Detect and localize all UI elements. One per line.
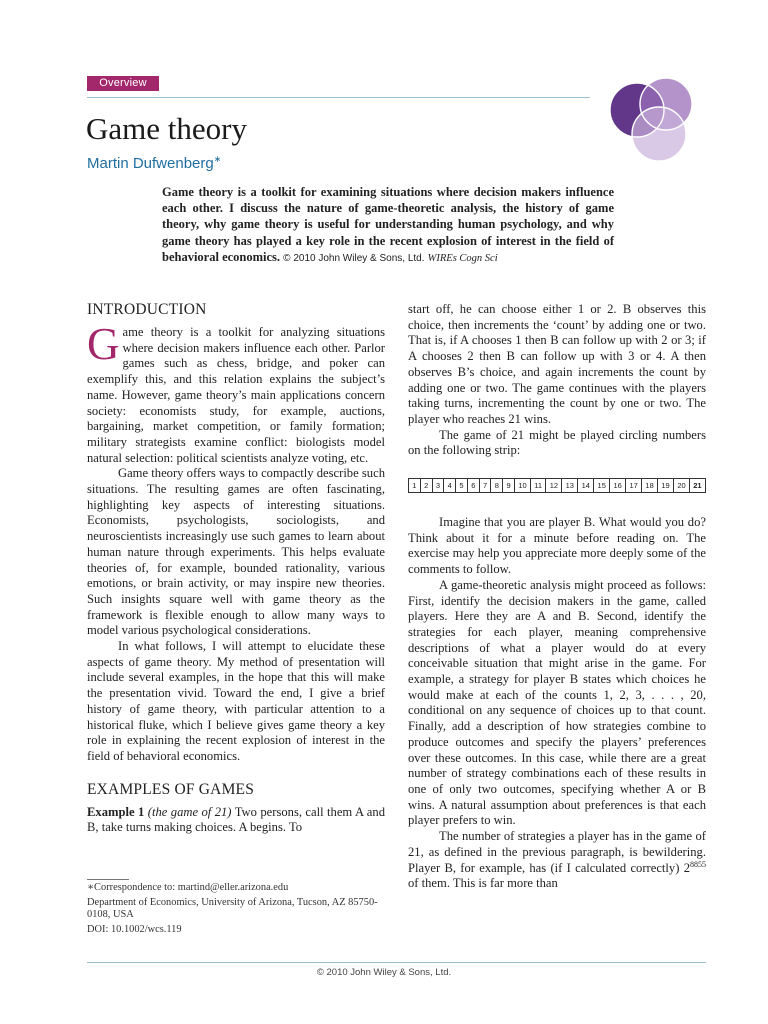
introduction-heading: INTRODUCTION [87,301,207,318]
left-column [87,300,385,836]
right-paragraph-2: The game of 21 might be played circling numbers on the following strip: [408,427,706,458]
venn-logo-icon [604,74,700,166]
header-rule [87,97,590,98]
page-title: Game theory [86,111,247,146]
example-1-paragraph [87,805,385,836]
right-paragraph-5 [408,829,706,892]
overview-tag: Overview [87,76,159,91]
strip-cell: 19 [658,479,674,492]
intro-paragraph-3: In what follows, I will attempt to elucidate these aspects of game theory. My method of presentation will include several examples, in the hope that this will make the presentation vivid. Toward the end, I give a brief history of game theory, with particular attention to a historical fluke, which I believe gives game theory a key role in explaining the recent explosion of interest in the field of behavioral economics. [87,639,385,763]
right-paragraph-1: start off, he can choose either 1 or 2. B observes this choice, then increments the ‘count’ by adding one or two. That is, if A chooses 1 then B can follow up with 2 or 3; if A chooses 2 then B can follow up with 3 or 4. A then observes B’s choice, and again increments the count by adding one or two. The game continues with the players taking turns, incrementing the count by one or two. The player who reaches 21 wins. [408,302,706,426]
author-footnote-mark: ∗ [213,154,222,164]
strip-cell: 15 [594,479,610,492]
exponent: 8855 [690,859,706,869]
intro-paragraph-2: Game theory offers ways to compactly describe such situations. The resulting games are often fascinating, highlighting key aspects of interesting situations. Economists, psychologists, sociologists, and neuroscientists increasingly use such games to learn about human nature through experiments. This helps evaluate theories of, for example, bounded rationality, various emotions, or brain activity, or may inspire new theories. Such insights square well with game theory as the framework is flexible enough to allow many ways to model various psychological considerations. [87,466,385,638]
footer-copyright: © 2010 John Wiley & Sons, Ltd. [316,967,452,978]
abstract-journal: WIREs Cogn Sci [427,252,498,264]
right-column [408,302,706,892]
strip-cell: 12 [546,479,562,492]
strip-cell: 1 [409,479,421,492]
strip-cell: 11 [531,479,546,492]
strip-cell: 4 [444,479,456,492]
author-text: Martin Dufwenberg [87,155,214,172]
strip-cell: 16 [610,479,626,492]
strip-cell: 7 [480,479,492,492]
number-strip [408,478,706,493]
examples-heading: EXAMPLES OF GAMES [87,780,255,798]
intro-paragraph-1 [87,319,385,466]
abstract-text: Game theory is a toolkit for examining situations where decision makers influence each other. I discuss the nature of game-theoretic analysis, the history of game theory, why game theory is useful for understanding human psychology, and why game theory has played a key role in the recent explosion of interest in the field of behavioral economics. [162,185,614,264]
strip-cell: 9 [503,479,515,492]
strip-cell: 17 [626,479,642,492]
intro-paragraph-1-text: ame theory is a toolkit for analyzing situations where decision makers influence each other. Parlor games such as chess, bridge, and poker can exemplify this, and this relation explains the subject’s name. However, game theory’s main applications concern society: economists study, for example, auctions, bargaining, market competition, or family formation; military strategists examine conflict: biologists model natural selection: political scientists analyze voting, etc. [87,325,385,465]
footer-rule [87,962,706,963]
abstract [162,184,614,267]
strip-cell: 2 [421,479,433,492]
right-paragraph-3: Imagine that you are player B. What would you do? Think about it for a minute before reading on. The exercise may help you appreciate more deeply some of the comments to follow. [408,515,706,577]
strip-cell: 5 [456,479,468,492]
strip-cell: 8 [491,479,503,492]
correspondence-footnote: ∗Correspondence to: martind@eller.arizona.edu [87,882,289,893]
abstract-copyright: © 2010 John Wiley & Sons, Ltd. [283,252,425,264]
author-name [87,149,221,174]
footnote-rule [87,879,129,880]
strip-cell: 14 [578,479,594,492]
right-paragraph-4: A game-theoretic analysis might proceed as follows: First, identify the decision makers in the game, called players. Here they are A and B. Second, identify the strategies for each player, meaning comprehensive descriptions of what a player would do at every conceivable situation that might arise in the game. For example, a strategy for player B states which choices he would make at each of the counts 1, 2, 3, . . . , 20, conditional on any sequence of choices up to that count. Finally, add a description of how strategies combine to produce outcomes and specify the players’ preferences over these outcomes. In this case, while there are a great number of strategy combinations each of these results in one of only two outcomes, specifying whether A or B wins. A natural assumption about preferences is that each player prefers to win. [408,577,706,828]
department-footnote: Department of Economics, University of Arizona, Tucson, AZ 85750-0108, USA [87,896,378,921]
right-paragraph-5-end: of them. This is far more than [408,876,558,891]
strip-cell: 10 [515,479,531,492]
strip-cell: 13 [562,479,578,492]
doi-footnote: DOI: 10.1002/wcs.119 [87,923,182,935]
strip-cell: 18 [642,479,658,492]
example-1-label: Example 1 [87,804,145,819]
strip-cell: 6 [468,479,480,492]
drop-cap: G [87,319,120,369]
right-paragraph-5-start: The number of strategies a player has in the game of 21, as defined in the previous paragraph, is bewildering. Player B, for example, has (if I calculated correctly) 2 [408,829,706,875]
strip-cell: 20 [674,479,690,492]
strip-cell: 21 [693,481,702,491]
example-1-text: Two persons, call them A and B, take turns making choices. A begins. To [87,804,385,835]
example-1-name: (the game of 21) [147,804,232,819]
footnotes [87,882,387,938]
strip-cell: 3 [433,479,445,492]
